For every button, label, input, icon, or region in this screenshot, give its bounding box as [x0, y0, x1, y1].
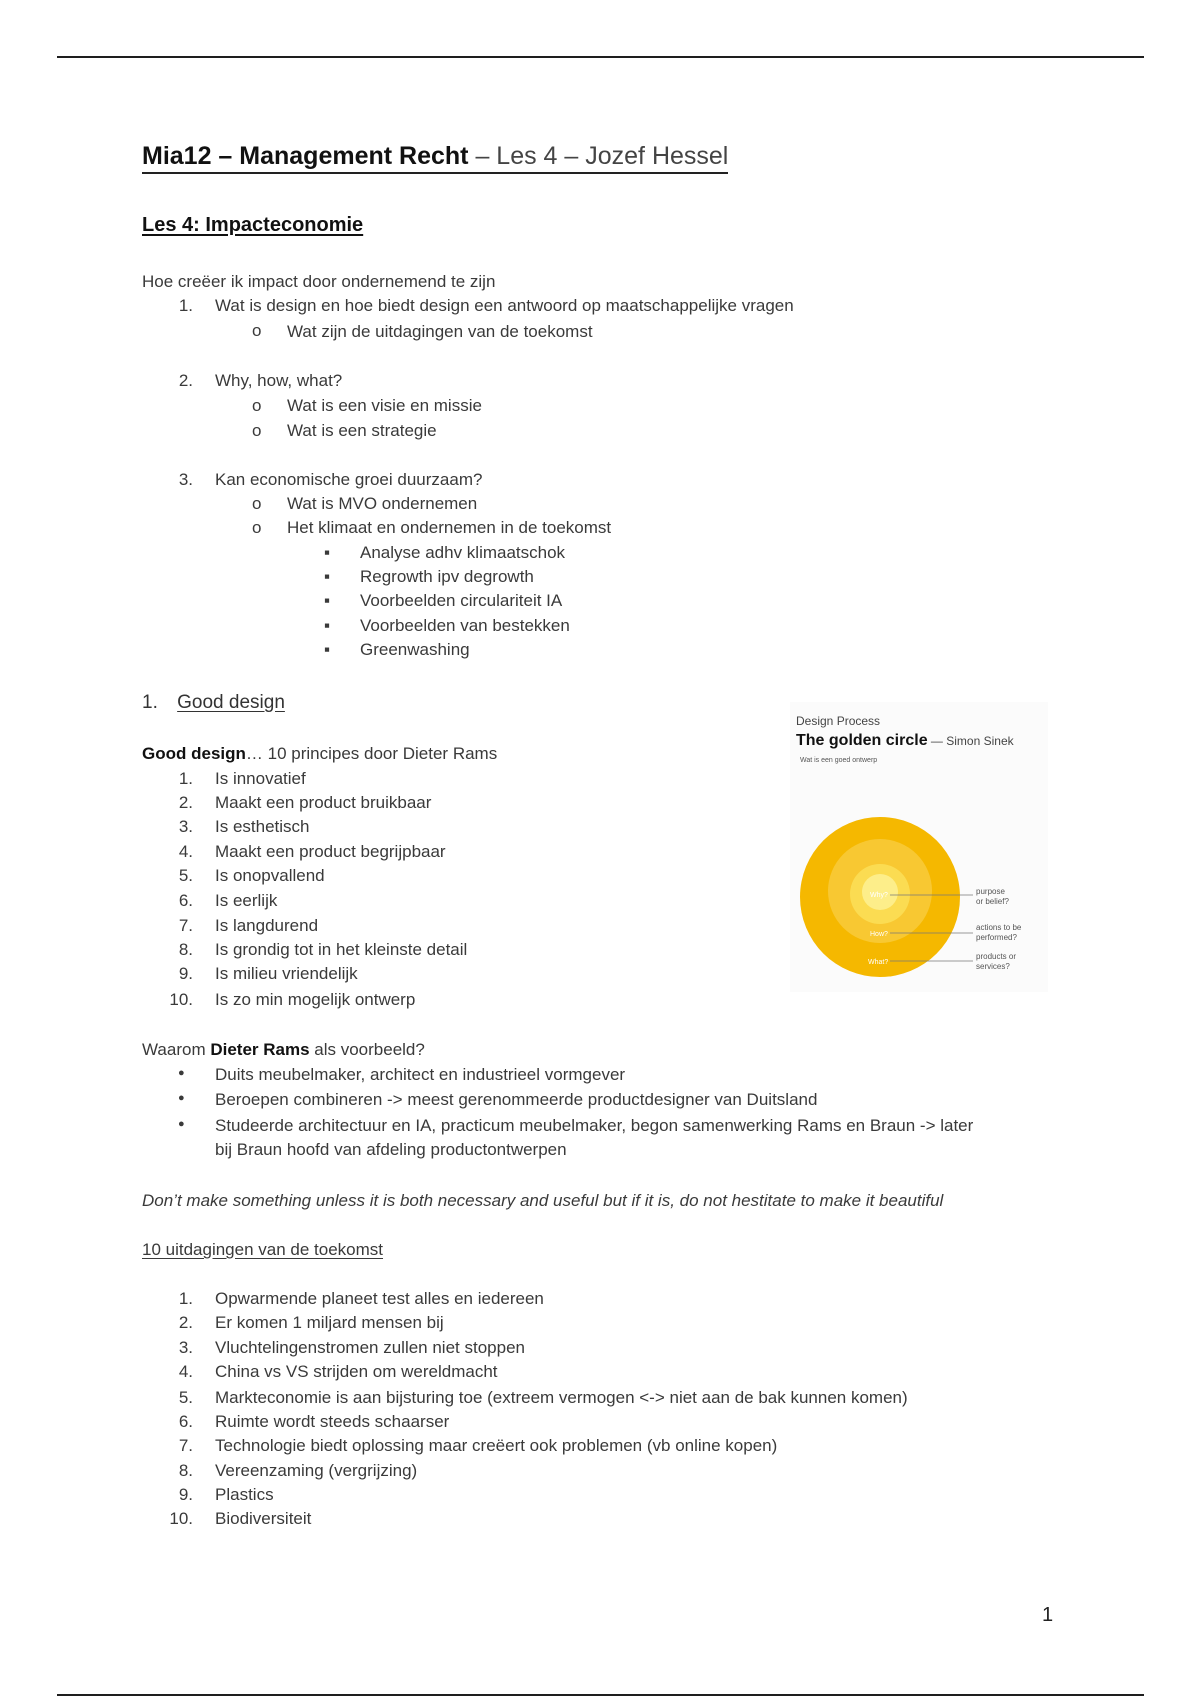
ring-label-why: Why?	[870, 892, 888, 899]
principle-number: 10.	[169, 990, 193, 1009]
good-design-heading-text: Good design	[177, 692, 285, 713]
challenge-number: 2.	[178, 1313, 193, 1332]
challenge-number: 1.	[178, 1289, 193, 1308]
principle-number: 9.	[178, 964, 193, 983]
challenge-item: Ruimte wordt steeds schaarser	[215, 1412, 450, 1431]
principle-number: 8.	[178, 940, 193, 959]
outline-2-sub-bullet: o	[252, 421, 262, 440]
note-why-2: or belief?	[976, 897, 1009, 906]
good-design-heading	[142, 692, 285, 714]
principle-number: 2.	[178, 793, 193, 812]
square-bullet: ▪	[324, 616, 331, 635]
good-design-intro-rest: … 10 principes door Dieter Rams	[245, 744, 498, 763]
intro-text: Hoe creëer ik impact door ondernemend te zijn	[142, 272, 496, 291]
square-bullet: ▪	[324, 591, 331, 610]
principle-item: Is langdurend	[215, 916, 319, 935]
good-design-heading-number: 1.	[142, 692, 158, 713]
course-code: Mia12	[142, 142, 212, 170]
challenge-item: Vereenzaming (vergrijzing)	[215, 1461, 418, 1480]
challenge-item: Er komen 1 miljard mensen bij	[215, 1313, 444, 1332]
page-number: 1	[1042, 1604, 1054, 1626]
good-design-intro	[142, 744, 497, 764]
footer-rule	[57, 1694, 1144, 1696]
square-bullet: ▪	[324, 640, 331, 659]
principle-number: 7.	[178, 916, 193, 935]
principle-item: Is innovatief	[215, 769, 306, 788]
figure-title-text: The golden circle	[796, 732, 928, 749]
outline-3-subsub-3: Voorbeelden circulariteit IA	[360, 591, 563, 610]
principle-item: Is zo min mogelijk ontwerp	[215, 990, 416, 1009]
note-how-1: actions to be	[976, 923, 1022, 932]
course-name: Management Recht	[239, 142, 469, 170]
ring-label-how: How?	[870, 931, 888, 938]
outline-1-sub-1: Wat zijn de uitdagingen van de toekomst	[287, 322, 593, 341]
challenge-item: Plastics	[215, 1485, 274, 1504]
square-bullet: ▪	[324, 543, 331, 562]
challenge-number: 8.	[178, 1461, 193, 1480]
figure-caption: Wat is een goed ontwerp	[800, 757, 878, 764]
figure-author: — Simon Sinek	[927, 734, 1014, 748]
principle-number: 5.	[178, 866, 193, 885]
principle-number: 4.	[178, 842, 193, 861]
note-what-2: services?	[976, 962, 1010, 971]
outline-2-sub-2: Wat is een strategie	[287, 421, 437, 440]
challenge-item: Biodiversiteit	[215, 1509, 312, 1528]
challenge-item: Technologie biedt oplossing maar creëert ook problemen (vb online kopen)	[215, 1436, 778, 1455]
header-rule	[57, 56, 1144, 58]
rams-bullet-2: Beroepen combineren -> meest gerenommeerde productdesigner van Duitsland	[215, 1090, 818, 1109]
challenge-number: 6.	[178, 1412, 193, 1431]
section-title: Les 4: Impacteconomie	[142, 214, 364, 236]
principle-item: Is eerlijk	[215, 891, 278, 910]
note-why-1: purpose	[976, 887, 1005, 896]
outline-3-sub-1: Wat is MVO ondernemen	[287, 494, 478, 513]
outline-2-number: 2.	[178, 371, 193, 390]
title-rest: – Les 4 – Jozef Hessel	[468, 142, 729, 170]
principle-item: Is grondig tot in het kleinste detail	[215, 940, 468, 959]
outline-3-text: Kan economische groei duurzaam?	[215, 470, 483, 489]
principle-item: Is onopvallend	[215, 866, 325, 885]
challenge-number: 10.	[169, 1509, 193, 1528]
challenge-number: 5.	[178, 1388, 193, 1407]
principle-number: 6.	[178, 891, 193, 910]
good-design-intro-bold: Good design	[142, 744, 246, 763]
outline-3-sub-2: Het klimaat en ondernemen in de toekomst	[287, 518, 612, 537]
rams-bullet-3-continued: bij Braun hoofd van afdeling productontwerpen	[215, 1140, 567, 1159]
outline-1-number: 1.	[178, 296, 193, 315]
challenge-number: 9.	[178, 1485, 193, 1504]
principle-item: Maakt een product bruikbaar	[215, 793, 432, 812]
outline-3-sub-bullet: o	[252, 494, 262, 513]
rams-bullet-1: Duits meubelmaker, architect en industrieel vormgever	[215, 1065, 626, 1084]
dot-bullet: ●	[178, 1067, 185, 1079]
note-what-1: products or	[976, 952, 1017, 961]
outline-1-text: Wat is design en hoe biedt design een antwoord op maatschappelijke vragen	[215, 296, 794, 315]
golden-circle-diagram	[790, 702, 1048, 992]
note-how-2: performed?	[976, 933, 1017, 942]
outline-3-subsub-5: Greenwashing	[360, 640, 470, 659]
challenge-item: Vluchtelingenstromen zullen niet stoppen	[215, 1338, 525, 1357]
outline-1-sub-bullet: o	[252, 321, 262, 340]
rams-question	[142, 1040, 425, 1060]
rams-question-post: als voorbeeld?	[309, 1040, 425, 1059]
challenge-number: 3.	[178, 1338, 193, 1357]
rams-question-bold: Dieter Rams	[210, 1040, 310, 1059]
outline-3-number: 3.	[178, 470, 193, 489]
outline-2-sub-1: Wat is een visie en missie	[287, 396, 482, 415]
outline-3-subsub-2: Regrowth ipv degrowth	[360, 567, 534, 586]
principle-item: Maakt een product begrijpbaar	[215, 842, 446, 861]
title-dash: –	[211, 142, 240, 170]
dot-bullet: ●	[178, 1118, 185, 1130]
principle-number: 1.	[178, 769, 193, 788]
figure-subtitle: Design Process	[796, 714, 881, 728]
principle-item: Is milieu vriendelijk	[215, 964, 358, 983]
challenge-item: China vs VS strijden om wereldmacht	[215, 1362, 498, 1381]
challenge-item: Opwarmende planeet test alles en iedereen	[215, 1289, 544, 1308]
outline-3-subsub-4: Voorbeelden van bestekken	[360, 616, 570, 635]
ring-label-what: What?	[868, 959, 889, 966]
challenge-number: 4.	[178, 1362, 193, 1381]
outline-3-subsub-1: Analyse adhv klimaatschok	[360, 543, 566, 562]
principle-item: Is esthetisch	[215, 817, 310, 836]
golden-circle-figure	[790, 702, 1048, 992]
challenges-heading: 10 uitdagingen van de toekomst	[142, 1240, 384, 1259]
outline-2-text: Why, how, what?	[215, 371, 343, 390]
challenge-number: 7.	[178, 1436, 193, 1455]
rams-bullet-3: Studeerde architectuur en IA, practicum meubelmaker, begon samenwerking Rams en Braun -> later	[215, 1116, 974, 1135]
document-title	[142, 142, 728, 171]
principle-number: 3.	[178, 817, 193, 836]
square-bullet: ▪	[324, 567, 331, 586]
outline-3-sub-bullet: o	[252, 518, 262, 537]
rams-question-pre: Waarom	[142, 1040, 211, 1059]
rams-quote: Don’t make something unless it is both necessary and useful but if it is, do not hestitate to make it beautiful	[142, 1191, 944, 1210]
dot-bullet: ●	[178, 1092, 185, 1104]
challenge-item: Markteconomie is aan bijsturing toe (extreem vermogen <-> niet aan de bak kunnen komen)	[215, 1388, 908, 1407]
outline-2-sub-bullet: o	[252, 396, 262, 415]
